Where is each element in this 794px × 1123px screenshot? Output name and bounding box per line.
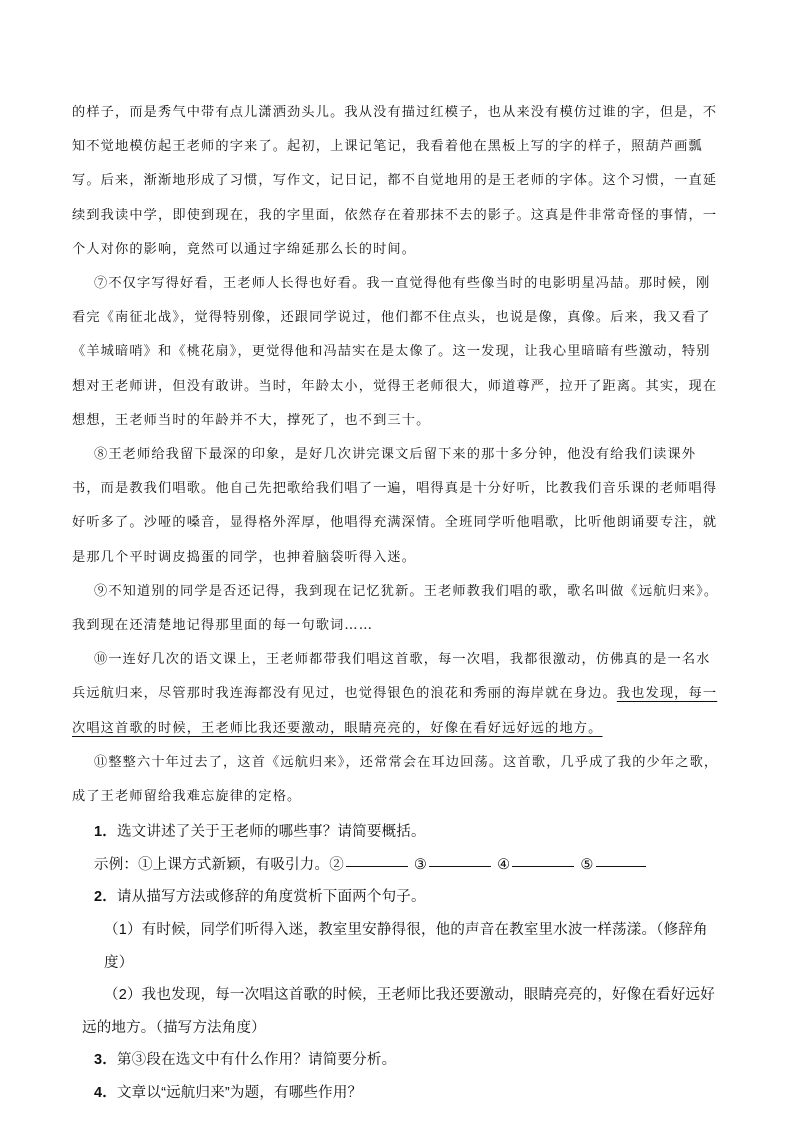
marker-4: ④ <box>497 856 511 873</box>
paragraph-7: ⑦不仅字写得好看，王老师人长得也好看。我一直觉得他有些像当时的电影明星冯喆。那时候，刚看完《南征北战》，觉得特别像，还跟同学说过，他们都不住点头，也说是像，真像。后来，我又看了《羊城暗哨》和《桃花扇》，更觉得他和冯喆实在是太像了。这一发现，让我心里暗暗有些激动，特别想对王老师讲，但没有敢讲。当时，年龄太小，觉得王老师很大，师道尊严，拉开了距离。其实，现在想想，王老师当时的年龄并不大，撑死了，也不到三十。 <box>72 276 718 428</box>
question-2-sentence-2: （2）我也发现，每一次唱这首歌的时候，王老师比我还要激动，眼睛亮亮的，好像在看好远好远的地方。（描写方法角度） <box>82 987 715 1036</box>
questions-section <box>72 816 722 1109</box>
question-3 <box>72 1044 722 1077</box>
question-text: 请从描写方法或修辞的角度赏析下面两个句子。 <box>116 889 426 906</box>
marker-5: ⑤ <box>580 856 594 873</box>
question-2-sentence-1: （1）有时候，同学们听得入迷，教室里安静得很，他的声音在教室里水波一样荡漾。（修辞角度） <box>104 922 708 971</box>
paragraph-8: ⑧王老师给我留下最深的印象，是好几次讲完课文后留下来的那十多分钟，他没有给我们读课外书，而是教我们唱歌。他自己先把歌给我们唱了一遍，唱得真是十分好听，比教我们音乐课的老师唱得好听多了。沙哑的嗓音，显得格外浑厚，他唱得充满深情。全班同学听他唱歌，比听他朗诵要专注，就是那几个平时调皮捣蛋的同学，也抻着脑袋听得入迷。 <box>72 447 718 565</box>
underlined-sentence: 我也发现，每一次唱这首歌的时候，王老师比我还要激动，眼睛亮亮的，好像在看好远好远的地方。 <box>72 686 718 736</box>
question-text: 文章以“远航归来”为题，有哪些作用？ <box>116 1085 363 1102</box>
question-text: 选文讲述了关于王老师的哪些事？请简要概括。 <box>116 824 426 841</box>
question-number: 1． <box>94 824 117 841</box>
question-number: 4． <box>94 1085 117 1102</box>
question-2 <box>72 881 722 914</box>
paragraph-9: ⑨不知道别的同学是否还记得，我到现在记忆犹新。王老师教我们唱的歌，歌名叫做《远航归来》。我到现在还清楚地记得那里面的每一句歌词…… <box>72 583 719 634</box>
answer-blank-5[interactable] <box>596 865 646 867</box>
question-number: 3． <box>94 1052 117 1069</box>
answer-blank-3[interactable] <box>429 865 491 867</box>
paragraph-10 <box>72 643 722 746</box>
paragraph-11: ⑪整整六十年过去了，这首《远航归来》，还常常会在耳边回荡。这首歌，几乎成了我的少年之歌，成了王老师留给我难忘旋律的定格。 <box>72 754 719 805</box>
example-text: 示例：①上课方式新颖，有吸引力。② <box>94 856 344 873</box>
question-1 <box>72 816 722 849</box>
document-page <box>72 96 722 1110</box>
paragraph-10-text: ⑩一连好几次的语文课上，王老师都带我们唱这首歌，每一次唱，我都很激动，仿佛真的是一名水兵远航归来，尽管那时我连海都没有见过，也觉得银色的浪花和秀丽的海岸就在身边。 <box>72 652 711 702</box>
marker-3: ③ <box>413 856 428 873</box>
question-1-example <box>72 849 722 882</box>
answer-blank-4[interactable] <box>512 865 574 867</box>
paragraph-6-continued: 的样子，而是秀气中带有点儿潇洒劲头儿。我从没有描过红模子，也从来没有模仿过谁的字，但是，不知不觉地模仿起王老师的字来了。起初，上课记笔记，我看着他在黑板上写的字的样子，照葫芦画瓢写。后来，渐渐地形成了习惯，写作文，记日记，都不自觉地用的是王老师的字体。这个习惯，一直延续到我读中学，即使到现在，我的字里面，依然存在着那抹不去的影子。这真是件非常奇怪的事情，一个人对你的影响，竟然可以通过字绵延那么长的时间。 <box>72 105 718 257</box>
question-4 <box>72 1077 722 1110</box>
answer-blank-2[interactable] <box>346 865 408 867</box>
question-number: 2． <box>94 889 117 906</box>
question-text: 第③段在选文中有什么作用？请简要分析。 <box>116 1052 397 1069</box>
